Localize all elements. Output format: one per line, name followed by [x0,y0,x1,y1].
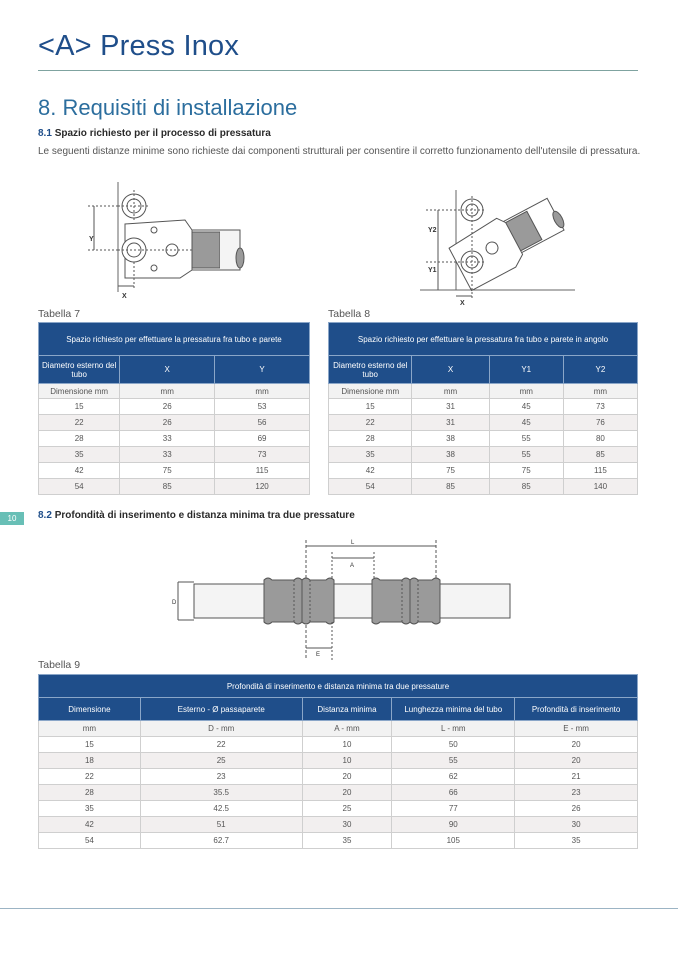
table9-col-header: Esterno - Ø passaparete [140,698,302,721]
table-cell: 90 [392,817,515,833]
table-cell: 54 [39,479,120,495]
table-cell: 28 [329,431,412,447]
table-cell: 20 [302,785,392,801]
table-cell: 85 [120,479,215,495]
table-cell: 35 [39,801,141,817]
subsection-number: 8.2 [38,510,52,521]
table-cell: 55 [392,753,515,769]
table8-unit: Dimensione mm [329,384,412,399]
table-cell: 35 [302,833,392,849]
table9-unit: mm [39,721,141,737]
intro-paragraph: Le seguenti distanze minime sono richieste dai componenti strutturali per consentire il corretto funzionamento dell'utensile di pressatura. [38,146,641,157]
table-cell: 15 [39,737,141,753]
table-cell: 42 [39,817,141,833]
table-cell: 56 [215,415,310,431]
table-cell: 28 [39,431,120,447]
table8-unit: mm [563,384,637,399]
table-cell: 35.5 [140,785,302,801]
table7-group-header: Spazio richiesto per effettuare la pressatura fra tubo e parete [39,323,310,356]
table-row [39,737,638,753]
table7-unit: mm [120,384,215,399]
table-cell: 42 [39,463,120,479]
table-cell: 69 [215,431,310,447]
table-cell: 73 [215,447,310,463]
table-cell: 77 [392,801,515,817]
table9-unit: A - mm [302,721,392,737]
table9-unit: E - mm [515,721,638,737]
table8 [328,322,638,495]
table-row [39,785,638,801]
fig1-label-x: X [122,293,127,300]
table-cell: 10 [302,753,392,769]
table-cell: 73 [563,399,637,415]
table-cell: 35 [515,833,638,849]
fig3-label-a: A [350,563,355,569]
fig2-label-y1: Y1 [428,267,437,274]
table9-title: Profondità di inserimento e distanza minima tra due pressature [39,675,638,698]
table-cell: 23 [515,785,638,801]
table-row [39,463,310,479]
subsection-title-8-1 [38,128,271,139]
table-cell: 62.7 [140,833,302,849]
table-cell: 26 [120,399,215,415]
table-cell: 45 [489,415,563,431]
table-cell: 55 [489,447,563,463]
table8-col-header: X [412,356,489,384]
header-divider [38,70,638,71]
table8-col-header: Y2 [563,356,637,384]
table9-caption: Tabella 9 [38,659,81,671]
table7-caption: Tabella 7 [38,308,81,320]
table8-caption: Tabella 8 [328,308,371,320]
table9-col-header: Distanza minima [302,698,392,721]
table-row [329,399,638,415]
subsection-title-8-2 [38,510,355,521]
table-cell: 55 [489,431,563,447]
table-cell: 25 [302,801,392,817]
table7-col-header: Y [215,356,310,384]
table7 [38,322,310,495]
subsection-number: 8.1 [38,128,52,139]
table-cell: 53 [215,399,310,415]
table-cell: 30 [302,817,392,833]
table-cell: 85 [489,479,563,495]
table-cell: 75 [120,463,215,479]
table-cell: 50 [392,737,515,753]
table-cell: 80 [563,431,637,447]
fig1-label-y: Y [89,236,94,243]
fig2-label-y2: Y2 [428,227,437,234]
table-cell: 54 [329,479,412,495]
table9-col-header: Profondità di inserimento [515,698,638,721]
table-cell: 10 [302,737,392,753]
table-cell: 22 [329,415,412,431]
subsection-text: Spazio richiesto per il processo di pressatura [54,128,271,139]
table-row [39,753,638,769]
table-cell: 20 [515,753,638,769]
table-row [39,447,310,463]
corner-clearance-figure [420,186,580,308]
table-cell: 21 [515,769,638,785]
table-cell: 38 [412,431,489,447]
table8-col-header: Diametro esterno del tubo [329,356,412,384]
table7-col-header: Diametro esterno del tubo [39,356,120,384]
table-cell: 35 [39,447,120,463]
page-number: 10 [0,512,24,525]
table-row [329,479,638,495]
table-cell: 62 [392,769,515,785]
brand-title: <A> Press Inox [38,30,240,62]
table9 [38,674,638,849]
table-cell: 45 [489,399,563,415]
section-title: 8. Requisiti di installazione [38,95,298,120]
table-row [329,463,638,479]
table-cell: 115 [215,463,310,479]
table-row [39,431,310,447]
table-cell: 42.5 [140,801,302,817]
table-row [39,399,310,415]
table-row [39,833,638,849]
table-cell: 20 [515,737,638,753]
table-cell: 51 [140,817,302,833]
table9-col-header: Dimensione [39,698,141,721]
table7-col-header: X [120,356,215,384]
table8-unit: mm [489,384,563,399]
fig2-label-x: X [460,300,465,307]
table-cell: 26 [120,415,215,431]
table-cell: 22 [39,415,120,431]
table-cell: 120 [215,479,310,495]
table-row [329,431,638,447]
table8-unit: mm [412,384,489,399]
table-row [39,817,638,833]
table-cell: 20 [302,769,392,785]
table-cell: 33 [120,447,215,463]
table-cell: 42 [329,463,412,479]
table-row [39,801,638,817]
table-cell: 25 [140,753,302,769]
table9-col-header: Lunghezza minima del tubo [392,698,515,721]
table-cell: 105 [392,833,515,849]
table-cell: 140 [563,479,637,495]
table-cell: 22 [140,737,302,753]
table9-unit: L - mm [392,721,515,737]
fig3-label-d: D [172,600,177,606]
table-cell: 85 [412,479,489,495]
table-cell: 15 [39,399,120,415]
table-cell: 22 [39,769,141,785]
table-cell: 31 [412,399,489,415]
subsection-text: Profondità di inserimento e distanza minima tra due pressature [54,510,355,521]
table-cell: 75 [412,463,489,479]
table8-col-header: Y1 [489,356,563,384]
table-cell: 66 [392,785,515,801]
table8-group-header: Spazio richiesto per effettuare la pressatura fra tubo e parete in angolo [329,323,638,356]
fig3-label-e: E [316,652,321,658]
table-row [329,447,638,463]
table7-unit: mm [215,384,310,399]
footer-divider [0,908,678,909]
table-cell: 30 [515,817,638,833]
table-cell: 26 [515,801,638,817]
fig3-label-l: L [351,540,355,546]
insertion-depth-figure [170,536,515,662]
table-cell: 85 [563,447,637,463]
table-cell: 33 [120,431,215,447]
table-cell: 18 [39,753,141,769]
table-cell: 23 [140,769,302,785]
table-row [39,769,638,785]
table-row [39,479,310,495]
table-cell: 15 [329,399,412,415]
table-cell: 31 [412,415,489,431]
table-cell: 54 [39,833,141,849]
table-cell: 75 [489,463,563,479]
table-cell: 115 [563,463,637,479]
table-row [329,415,638,431]
table9-unit: D - mm [140,721,302,737]
table-cell: 28 [39,785,141,801]
wall-clearance-figure [80,182,245,302]
table-cell: 76 [563,415,637,431]
table-cell: 38 [412,447,489,463]
table-row [39,415,310,431]
table7-unit: Dimensione mm [39,384,120,399]
table-cell: 35 [329,447,412,463]
